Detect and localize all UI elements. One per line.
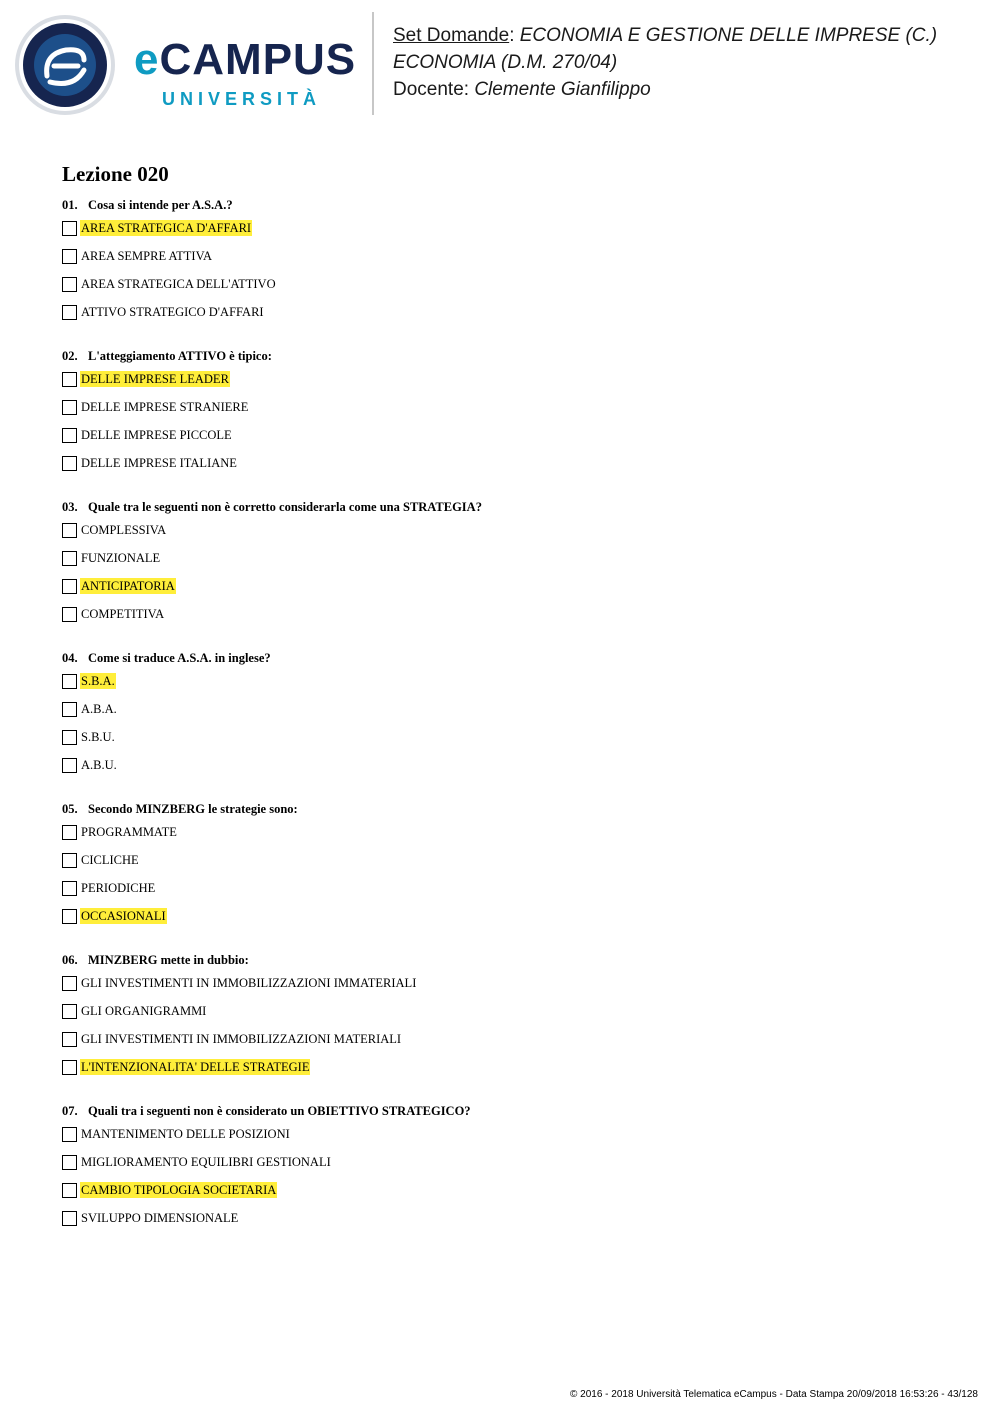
answer-label: PERIODICHE <box>81 881 156 895</box>
question-number: 05. <box>62 802 78 816</box>
course-line-2: ECONOMIA (D.M. 270/04) <box>393 52 618 73</box>
answer-checkbox[interactable] <box>62 730 77 745</box>
answer-checkbox[interactable] <box>62 853 77 868</box>
answer-checkbox[interactable] <box>62 551 77 566</box>
answer-label-highlighted: L'INTENZIONALITA' DELLE STRATEGIE <box>81 1060 310 1074</box>
answer-option[interactable] <box>62 370 962 398</box>
question-label: Come si traduce A.S.A. in inglese? <box>88 651 271 665</box>
lesson-title: Lezione 020 <box>62 162 169 186</box>
question-number: 02. <box>62 349 78 363</box>
answer-checkbox[interactable] <box>62 607 77 622</box>
answer-label: COMPLESSIVA <box>81 523 167 537</box>
course-line-1: ECONOMIA E GESTIONE DELLE IMPRESE (C.) <box>519 25 938 46</box>
question <box>62 650 962 784</box>
question-number: 01. <box>62 198 78 212</box>
answer-label: SVILUPPO DIMENSIONALE <box>81 1211 239 1225</box>
answer-checkbox[interactable] <box>62 579 77 594</box>
answer-label: GLI INVESTIMENTI IN IMMOBILIZZAZIONI IMMATERIALI <box>81 976 417 990</box>
answer-option[interactable] <box>62 1153 962 1181</box>
answer-label: ATTIVO STRATEGICO D'AFFARI <box>81 305 264 319</box>
teacher-name: Clemente Gianfilippo <box>474 79 651 100</box>
answer-option[interactable] <box>62 1030 962 1058</box>
question-number: 04. <box>62 651 78 665</box>
answer-checkbox[interactable] <box>62 1155 77 1170</box>
answer-label: GLI ORGANIGRAMMI <box>81 1004 207 1018</box>
answer-label-highlighted: CAMBIO TIPOLOGIA SOCIETARIA <box>81 1183 277 1197</box>
page-header <box>0 0 1000 130</box>
answer-checkbox[interactable] <box>62 249 77 264</box>
answer-option[interactable] <box>62 851 962 879</box>
question-text <box>62 197 962 219</box>
set-line: Set Domande: ECONOMIA E GESTIONE DELLE IMPRESE (C.) <box>393 25 938 46</box>
set-label: Set Domande <box>393 25 510 46</box>
question-text <box>62 499 962 521</box>
question <box>62 801 962 935</box>
teacher-label: Docente: <box>393 79 475 100</box>
answer-label: MIGLIORAMENTO EQUILIBRI GESTIONALI <box>81 1155 331 1169</box>
answer-option[interactable] <box>62 907 962 935</box>
answer-label: A.B.A. <box>81 702 117 716</box>
question-text <box>62 801 962 823</box>
answer-label: AREA STRATEGICA DELL'ATTIVO <box>81 277 276 291</box>
answer-checkbox[interactable] <box>62 1211 77 1226</box>
answer-checkbox[interactable] <box>62 221 77 236</box>
answer-checkbox[interactable] <box>62 909 77 924</box>
answer-option[interactable] <box>62 728 962 756</box>
answer-checkbox[interactable] <box>62 758 77 773</box>
answer-checkbox[interactable] <box>62 372 77 387</box>
answer-label: AREA SEMPRE ATTIVA <box>81 249 213 263</box>
answer-label: CICLICHE <box>81 853 139 867</box>
answer-label-highlighted: AREA STRATEGICA D'AFFARI <box>81 221 252 235</box>
answer-option[interactable] <box>62 1058 962 1086</box>
answer-option[interactable] <box>62 426 962 454</box>
question-label: MINZBERG mette in dubbio: <box>88 953 249 967</box>
answer-option[interactable] <box>62 398 962 426</box>
answer-label-highlighted: S.B.A. <box>81 674 115 688</box>
answer-checkbox[interactable] <box>62 825 77 840</box>
answer-label-highlighted: DELLE IMPRESE LEADER <box>81 372 229 386</box>
question-label: Quale tra le seguenti non è corretto considerarla come una STRATEGIA? <box>88 500 482 514</box>
answer-label: DELLE IMPRESE ITALIANE <box>81 456 237 470</box>
question-label: Cosa si intende per A.S.A.? <box>88 198 233 212</box>
answer-checkbox[interactable] <box>62 277 77 292</box>
answer-label-highlighted: OCCASIONALI <box>81 909 166 923</box>
answer-label: FUNZIONALE <box>81 551 161 565</box>
ecampus-wordmark: eCAMPUS <box>134 35 357 84</box>
answer-checkbox[interactable] <box>62 674 77 689</box>
question <box>62 499 962 633</box>
answer-option[interactable] <box>62 275 962 303</box>
answer-label: PROGRAMMATE <box>81 825 177 839</box>
answer-checkbox[interactable] <box>62 428 77 443</box>
answer-option[interactable] <box>62 1002 962 1030</box>
answer-option[interactable] <box>62 454 962 482</box>
answer-label: GLI INVESTIMENTI IN IMMOBILIZZAZIONI MATERIALI <box>81 1032 402 1046</box>
question-number: 06. <box>62 953 78 967</box>
answer-option[interactable] <box>62 549 962 577</box>
question-text <box>62 348 962 370</box>
answer-checkbox[interactable] <box>62 456 77 471</box>
answer-checkbox[interactable] <box>62 1032 77 1047</box>
teacher-line <box>393 76 983 103</box>
answer-option[interactable] <box>62 1181 962 1209</box>
question-label: L'atteggiamento ATTIVO è tipico: <box>88 349 272 363</box>
answer-label: DELLE IMPRESE STRANIERE <box>81 400 249 414</box>
answer-option[interactable] <box>62 219 962 247</box>
ecampus-subtitle: UNIVERSITÀ <box>162 89 322 109</box>
answer-checkbox[interactable] <box>62 976 77 991</box>
question-label: Quali tra i seguenti non è considerato un OBIETTIVO STRATEGICO? <box>88 1104 471 1118</box>
answer-option[interactable] <box>62 756 962 784</box>
answer-label: DELLE IMPRESE PICCOLE <box>81 428 232 442</box>
ecampus-emblem-icon <box>14 14 116 116</box>
answer-label: MANTENIMENTO DELLE POSIZIONI <box>81 1127 290 1141</box>
answer-option[interactable] <box>62 879 962 907</box>
answer-checkbox[interactable] <box>62 305 77 320</box>
header-divider <box>372 12 374 115</box>
answer-option[interactable] <box>62 1209 962 1237</box>
answer-checkbox[interactable] <box>62 1127 77 1142</box>
answer-option[interactable] <box>62 974 962 1002</box>
question-number: 03. <box>62 500 78 514</box>
answer-checkbox[interactable] <box>62 881 77 896</box>
answer-option[interactable] <box>62 577 962 605</box>
set-info <box>393 22 983 103</box>
answer-option[interactable] <box>62 605 962 633</box>
answer-checkbox[interactable] <box>62 1060 77 1075</box>
answer-label-highlighted: ANTICIPATORIA <box>81 579 175 593</box>
answer-option[interactable] <box>62 672 962 700</box>
question <box>62 1103 962 1237</box>
question <box>62 197 962 331</box>
answer-label: A.B.U. <box>81 758 117 772</box>
question <box>62 348 962 482</box>
question-number: 07. <box>62 1104 78 1118</box>
answer-option[interactable] <box>62 303 962 331</box>
answer-option[interactable] <box>62 700 962 728</box>
answer-checkbox[interactable] <box>62 400 77 415</box>
answer-option[interactable] <box>62 521 962 549</box>
answer-label: COMPETITIVA <box>81 607 165 621</box>
question <box>62 952 962 1086</box>
answer-option[interactable] <box>62 1125 962 1153</box>
answer-checkbox[interactable] <box>62 702 77 717</box>
question-text <box>62 650 962 672</box>
question-text <box>62 1103 962 1125</box>
answer-checkbox[interactable] <box>62 523 77 538</box>
answer-option[interactable] <box>62 823 962 851</box>
answer-label: S.B.U. <box>81 730 115 744</box>
question-label: Secondo MINZBERG le strategie sono: <box>88 802 298 816</box>
answer-checkbox[interactable] <box>62 1004 77 1019</box>
page-footer: © 2016 - 2018 Università Telematica eCampus - Data Stampa 20/09/2018 16:53:26 - 43/128 <box>570 1389 978 1400</box>
answer-option[interactable] <box>62 247 962 275</box>
question-text <box>62 952 962 974</box>
answer-checkbox[interactable] <box>62 1183 77 1198</box>
